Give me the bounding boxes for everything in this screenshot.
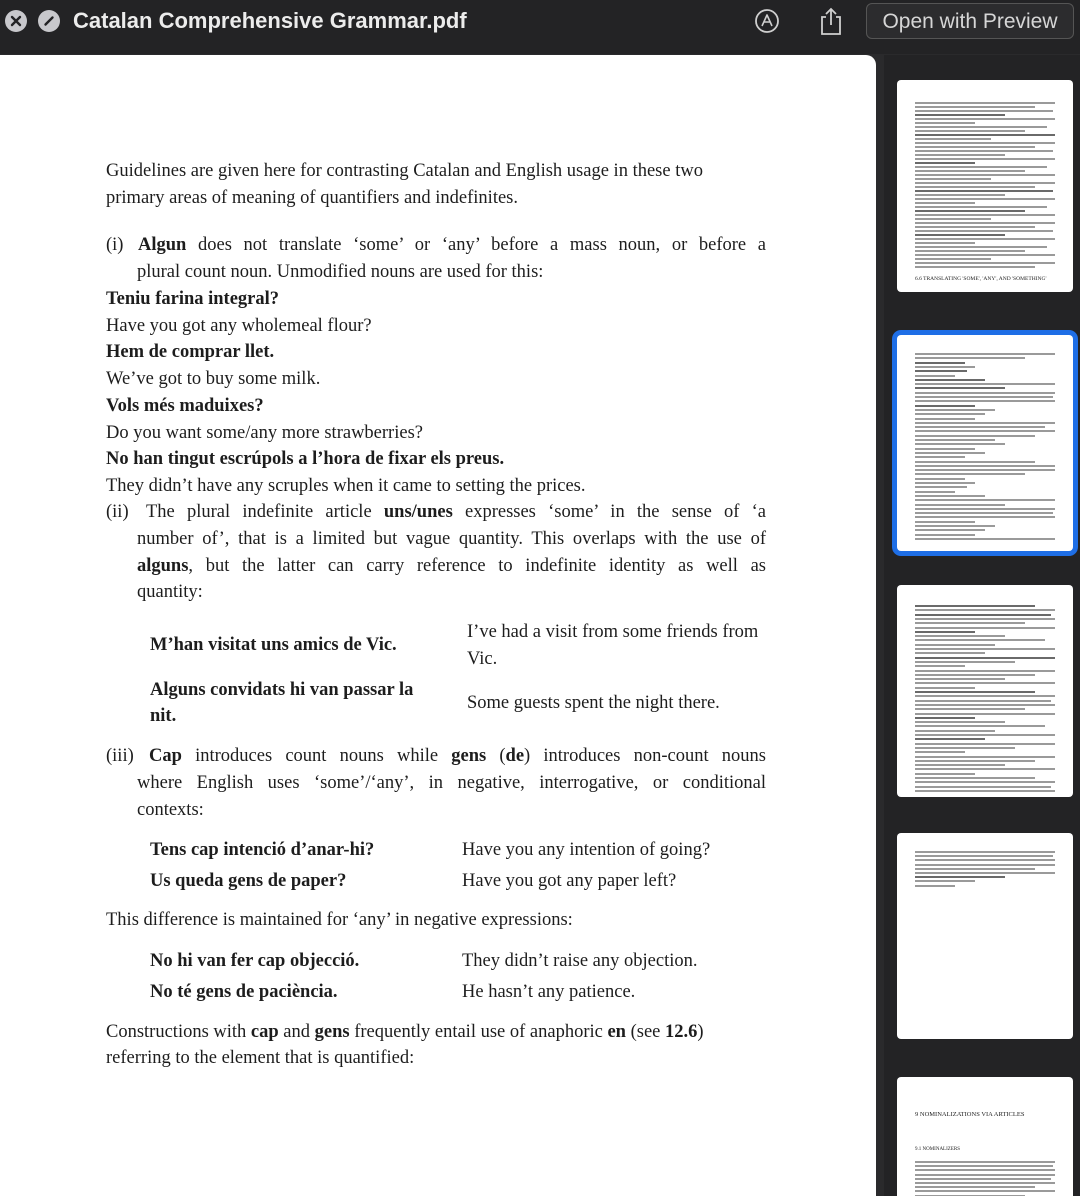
alguns-term: alguns [137, 556, 189, 576]
thumbnail-text-line [915, 639, 1045, 641]
thumbnail-text-line [915, 456, 965, 458]
thumbnail-text-line [915, 250, 1025, 252]
table-ii-english-1a: I’ve had a visit from some friends from [467, 622, 759, 642]
share-button[interactable] [818, 6, 844, 36]
thumbnail-text-line [915, 682, 1055, 684]
thumbnail-text-line [915, 186, 1035, 188]
thumbnail-text-line [915, 150, 1053, 152]
thumbnail-text-line [915, 1161, 1055, 1163]
thumbnail-text-line [915, 206, 1047, 208]
title-bar [0, 0, 1080, 54]
thumbnail-sidebar[interactable] [884, 55, 1080, 1196]
thumbnail-text-line [915, 756, 1055, 758]
thumbnail-text-line [915, 190, 1053, 192]
thumbnail-text-line [915, 777, 1035, 779]
thumbnail-text-line [915, 366, 975, 368]
item-ii-line-2: number of’, that is a limited but vague quantity. This overlaps with the use of [137, 529, 766, 549]
thumbnail-text-line [915, 214, 1055, 216]
thumbnail-text-line [915, 725, 1045, 727]
thumbnail-text-line [915, 405, 975, 407]
thumbnail-text-line [915, 198, 1055, 200]
thumbnail-text-line [915, 751, 965, 753]
thumbnail-text-line [915, 747, 1015, 749]
thumbnail-text-line [915, 418, 975, 420]
thumbnail-text-line [915, 413, 985, 415]
thumbnail-text-line [915, 126, 1047, 128]
example-english-1: Have you got any wholemeal flour? [106, 316, 372, 336]
thumbnail-text-line [915, 262, 1055, 264]
thumbnail-text-line [915, 876, 1005, 878]
table-neg-catalan-2: No té gens de paciència. [150, 982, 338, 1002]
thumbnail-text-line [915, 627, 1055, 629]
thumbnail-text-line [915, 254, 1055, 256]
thumbnail-text-line [915, 210, 1025, 212]
thumbnail-text-line [915, 665, 965, 667]
thumbnail-text-line [915, 426, 1045, 428]
thumbnail-text-line [915, 478, 965, 480]
thumbnail-text-line [915, 1178, 1051, 1180]
thumbnail-text-line [915, 435, 1035, 437]
thumbnail-text-line [915, 635, 1005, 637]
thumbnail-text-line [915, 618, 1055, 620]
table-ii-catalan-2b: nit. [150, 706, 177, 726]
table-iii-english-2: Have you got any paper left? [462, 871, 677, 891]
thumbnail-text-line [915, 652, 985, 654]
thumbnail-text-line [915, 790, 1055, 792]
thumbnail-1-footer: 6.6 TRANSLATING 'SOME', 'ANY', AND 'SOMETHING' [915, 276, 1047, 282]
thumbnail-text-line [915, 605, 1035, 607]
thumbnail-5-subheading: 9.1 NOMINALIZERS [915, 1147, 960, 1152]
item-iii-line-3: contexts: [137, 800, 204, 820]
thumbnail-text-line [915, 443, 1005, 445]
share-icon [818, 6, 844, 36]
item-i-line-1: Algun does not translate ‘some’ or ‘any’ before a mass noun, or before a [138, 235, 766, 255]
thumbnail-text-line [915, 138, 991, 140]
thumbnail-text-line [915, 357, 1025, 359]
thumbnail-text-line [915, 499, 1055, 501]
thumbnail-text-line [915, 609, 1055, 611]
thumbnail-text-line [915, 781, 1055, 783]
example-english-4: They didn’t have any scruples when it came to setting the prices. [106, 476, 586, 496]
gens-term: gens [451, 746, 487, 766]
thumbnail-text-line [915, 246, 1047, 248]
thumbnail-text-line [915, 691, 1035, 693]
example-catalan-1: Teniu farina integral? [106, 289, 280, 309]
cap-term: Cap [149, 746, 182, 766]
thumbnail-text-line [915, 872, 1055, 874]
thumbnail-text-line [915, 218, 991, 220]
example-catalan-2: Hem de comprar llet. [106, 342, 275, 362]
thumbnail-text-line [915, 266, 1035, 268]
thumbnail-text-line [915, 1169, 1055, 1171]
thumbnail-text-line [915, 730, 995, 732]
item-ii-number: (ii) [106, 502, 129, 522]
thumbnail-text-line [915, 114, 1005, 116]
markup-button[interactable] [754, 8, 780, 34]
example-english-2: We’ve got to buy some milk. [106, 369, 321, 389]
thumbnail-text-line [915, 439, 995, 441]
minimize-button[interactable] [38, 10, 60, 32]
intro-line-1: Guidelines are given here for contrasting Catalan and English usage in these two [106, 161, 703, 181]
thumbnail-text-line [915, 864, 1055, 866]
thumbnail-text-line [915, 353, 1055, 355]
thumbnail-text-line [915, 743, 1055, 745]
thumbnail-text-line [915, 1190, 1055, 1192]
section-reference-link[interactable]: 12.6 [665, 1022, 698, 1042]
thumbnail-text-line [915, 234, 1005, 236]
thumbnail-text-line [915, 230, 1053, 232]
thumbnail-text-line [915, 383, 1055, 385]
thumbnail-text-line [915, 661, 1015, 663]
thumbnail-text-line [915, 695, 1055, 697]
thumbnail-text-line [915, 469, 1055, 471]
uns-unes-term: uns/unes [383, 502, 453, 522]
thumbnail-text-line [915, 859, 1055, 861]
thumbnail-text-line [915, 130, 1025, 132]
thumbnail-text-line [915, 194, 1005, 196]
thumbnail-text-line [915, 461, 1035, 463]
thumbnail-text-line [915, 170, 1025, 172]
thumbnail-text-line [915, 704, 1055, 706]
thumbnail-text-line [915, 614, 1051, 616]
thumbnail-text-line [915, 122, 975, 124]
thumbnail-text-line [915, 670, 1055, 672]
example-english-3: Do you want some/any more strawberries? [106, 423, 423, 443]
thumbnail-text-line [915, 738, 985, 740]
thumbnail-text-line [915, 178, 991, 180]
table-neg-english-1: They didn’t raise any objection. [462, 951, 698, 971]
page-thumbnail-2-selected[interactable] [897, 335, 1073, 551]
thumbnail-text-line [915, 760, 1035, 762]
thumbnail-text-line [915, 700, 1051, 702]
thumbnail-text-line [915, 387, 1005, 389]
thumbnail-text-line [915, 400, 1055, 402]
table-ii-catalan-2a: Alguns convidats hi van passar la [150, 680, 414, 700]
document-title: Catalan Comprehensive Grammar.pdf [73, 8, 467, 33]
thumbnail-text-line [915, 678, 1005, 680]
thumbnail-text-line [915, 538, 1055, 540]
thumbnail-text-line [915, 508, 1055, 510]
item-ii-line-4: quantity: [137, 582, 203, 602]
table-ii-english-2: Some guests spent the night there. [467, 693, 720, 713]
thumbnail-text-line [915, 708, 1025, 710]
difference-line: This difference is maintained for ‘any’ in negative expressions: [106, 910, 573, 930]
thumbnail-text-line [915, 392, 1055, 394]
thumbnail-text-line [915, 154, 1005, 156]
table-neg-catalan-1: No hi van fer cap objecció. [150, 951, 360, 971]
thumbnail-text-line [915, 504, 1005, 506]
item-i-line-2: plural count noun. Unmodified nouns are used for this: [137, 262, 544, 282]
thumbnail-text-line [915, 734, 1055, 736]
thumbnail-text-line [915, 370, 967, 372]
thumbnail-text-line [915, 473, 1025, 475]
thumbnail-text-line [915, 534, 975, 536]
thumbnail-text-line [915, 134, 1055, 136]
thumbnail-text-line [915, 486, 967, 488]
page-thumbnail-4[interactable] [897, 833, 1073, 1039]
thumbnail-text-line [915, 162, 975, 164]
thumbnail-text-line [915, 851, 1055, 853]
page-thumbnail-5[interactable] [897, 1077, 1073, 1196]
thumbnail-text-line [915, 362, 965, 364]
open-with-preview-button[interactable]: Open with Preview [866, 3, 1074, 39]
thumbnail-text-line [915, 521, 975, 523]
thumbnail-text-line [915, 409, 995, 411]
thumbnail-text-line [915, 158, 1055, 160]
thumbnail-text-line [915, 142, 1055, 144]
thumbnail-text-line [915, 166, 1047, 168]
thumbnail-text-line [915, 448, 975, 450]
thumbnail-text-line [915, 375, 955, 377]
thumbnail-text-line [915, 1165, 1053, 1167]
thumbnail-text-line [915, 529, 985, 531]
thumbnail-text-line [915, 773, 975, 775]
item-iii-line-1: Cap introduces count nouns while gens (de) introduces non-count nouns [149, 746, 767, 766]
pdf-page[interactable] [0, 55, 876, 1196]
thumbnail-text-line [915, 226, 1035, 228]
table-ii-english-1b: Vic. [467, 649, 498, 669]
table-neg-english-2: He hasn’t any patience. [462, 982, 636, 1002]
de-term: de [505, 746, 525, 766]
thumbnail-text-line [915, 146, 1035, 148]
thumbnail-text-line [915, 525, 995, 527]
item-ii-line-1: The plural indefinite article uns/unes expresses ‘some’ in the sense of ‘a [146, 502, 766, 522]
close-button[interactable] [5, 10, 27, 32]
thumbnail-text-line [915, 491, 955, 493]
thumbnail-text-line [915, 174, 1055, 176]
thumbnail-text-line [915, 452, 985, 454]
thumbnail-text-line [915, 764, 1005, 766]
thumbnail-text-line [915, 482, 975, 484]
item-ii-line-3: alguns, but the latter can carry reference to indefinite identity as well as [137, 556, 766, 576]
thumbnail-text-line [915, 110, 1053, 112]
thumbnail-text-line [915, 1174, 1055, 1176]
minus-icon [43, 15, 55, 27]
thumbnail-text-line [915, 242, 975, 244]
page-thumbnail-3[interactable] [897, 585, 1073, 797]
item-iii-number: (iii) [106, 746, 134, 766]
thumbnail-text-line [915, 768, 1055, 770]
thumbnail-text-line [915, 258, 991, 260]
thumbnail-text-line [915, 717, 975, 719]
thumbnail-text-line [915, 1186, 1035, 1188]
example-catalan-4: No han tingut escrúpols a l’hora de fixar els preus. [106, 449, 505, 469]
constructions-line-2: referring to the element that is quantified: [106, 1048, 415, 1068]
thumbnail-5-heading: 9 NOMINALIZATIONS VIA ARTICLES [915, 1111, 1025, 1118]
thumbnail-text-line [915, 516, 1055, 518]
item-iii-line-2: where English uses ‘some’/‘any’, in negative, interrogative, or conditional [137, 773, 766, 793]
thumbnail-text-line [915, 648, 1055, 650]
thumbnail-text-line [915, 106, 1035, 108]
thumbnail-text-line [915, 868, 1035, 870]
thumbnail-text-line [915, 202, 975, 204]
thumbnail-text-line [915, 222, 1055, 224]
thumbnail-text-line [915, 721, 1005, 723]
thumbnail-text-line [915, 396, 1053, 398]
thumbnail-text-line [915, 657, 1055, 659]
thumbnail-text-line [915, 885, 955, 887]
thumbnail-text-line [915, 238, 1055, 240]
thumbnail-text-line [915, 880, 975, 882]
table-iii-catalan-2: Us queda gens de paper? [150, 871, 347, 891]
thumbnail-text-line [915, 713, 1055, 715]
intro-line-2: primary areas of meaning of quantifiers and indefinites. [106, 188, 518, 208]
thumbnail-text-line [915, 1182, 1055, 1184]
thumbnail-text-line [915, 118, 1055, 120]
thumbnail-text-line [915, 102, 1055, 104]
thumbnail-text-line [915, 687, 975, 689]
item-i-number: (i) [106, 235, 124, 255]
close-icon [10, 15, 22, 27]
constructions-line-1: Constructions with cap and gens frequently entail use of anaphoric en (see 12.6) [106, 1022, 704, 1042]
thumbnail-text-line [915, 182, 1055, 184]
thumbnail-text-line [915, 422, 1055, 424]
table-iii-english-1: Have you any intention of going? [462, 840, 711, 860]
page-thumbnail-1[interactable] [897, 80, 1073, 292]
thumbnail-text-line [915, 495, 985, 497]
thumbnail-text-line [915, 631, 975, 633]
algun-term: Algun [138, 235, 187, 255]
thumbnail-text-line [915, 430, 1055, 432]
thumbnail-text-line [915, 674, 1035, 676]
thumbnail-text-line [915, 644, 995, 646]
thumbnail-text-line [915, 855, 1053, 857]
thumbnail-text-line [915, 379, 985, 381]
thumbnail-text-line [915, 465, 1055, 467]
table-iii-catalan-1: Tens cap intenció d’anar-hi? [150, 840, 375, 860]
example-catalan-3: Vols més maduixes? [106, 396, 264, 416]
table-ii-catalan-1: M’han visitat uns amics de Vic. [150, 635, 397, 655]
markup-icon [754, 8, 780, 34]
thumbnail-text-line [915, 622, 1025, 624]
thumbnail-text-line [915, 786, 1051, 788]
thumbnail-text-line [915, 512, 1053, 514]
